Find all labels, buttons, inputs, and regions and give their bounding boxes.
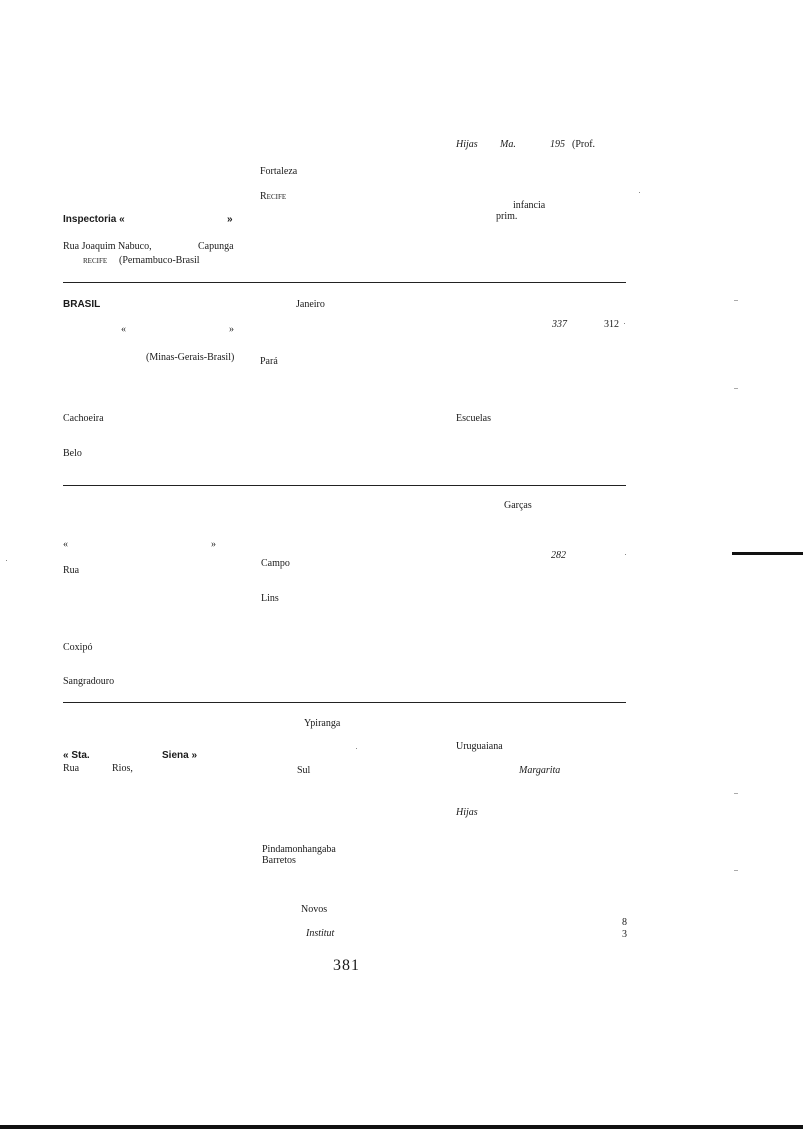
margin-tick — [734, 793, 738, 794]
prim-text: prim. — [496, 211, 518, 222]
number-282: 282 — [551, 550, 566, 561]
cachoeira-text: Cachoeira — [63, 413, 104, 424]
margin-bar — [732, 552, 803, 555]
institut-text: Institut — [306, 928, 335, 939]
belo-text: Belo — [63, 448, 82, 459]
pindamonhangaba-text: Pindamonhangaba — [262, 844, 336, 855]
address-line: Rua Joaquim Nabuco, — [63, 241, 152, 252]
rua-text: Rua — [63, 565, 80, 576]
side-number-8: 8 — [622, 917, 627, 928]
escuelas-text: Escuelas — [456, 413, 491, 424]
garcas-text: Garças — [504, 500, 532, 511]
number-312: 312 — [604, 319, 619, 330]
scan-dot — [6, 560, 7, 561]
inspectoria-title: Inspectoria « — [63, 214, 125, 225]
janeiro-text: Janeiro — [296, 299, 325, 310]
number-337: 337 — [552, 319, 567, 330]
city-recife: recife — [83, 255, 108, 266]
rua-text-4: Rua — [63, 763, 80, 774]
side-number-3: 3 — [622, 929, 627, 940]
siena-heading: Siena » — [162, 750, 198, 761]
barretos-text: Barretos — [262, 855, 296, 866]
bottom-edge-bar — [0, 1125, 803, 1129]
address-capunga: Capunga — [198, 241, 234, 252]
fortaleza-text: Fortaleza — [260, 166, 298, 177]
margin-tick — [734, 388, 738, 389]
rios-text: Rios, — [112, 763, 133, 774]
scan-dot — [625, 554, 626, 555]
quote-close-3: » — [211, 539, 216, 550]
section-divider-1 — [63, 282, 626, 283]
brasil-heading: BRASIL — [63, 299, 101, 310]
infancia-text: infancia — [513, 200, 546, 211]
sta-heading: « Sta. — [63, 750, 90, 761]
hijas-text: Hijas — [456, 139, 478, 150]
ypiranga-text: Ypiranga — [304, 718, 341, 729]
quote-close-2: » — [229, 324, 234, 335]
section-divider-3 — [63, 702, 626, 703]
recife-heading: Recife — [260, 191, 287, 202]
number-195: 195 — [550, 139, 565, 150]
margin-tick — [734, 300, 738, 301]
hijas-text-4: Hijas — [456, 807, 478, 818]
scan-dot — [624, 323, 625, 324]
novos-text: Novos — [301, 904, 328, 915]
quote-open-2: « — [121, 324, 126, 335]
inspectoria-title-close: » — [227, 214, 233, 225]
margarita-text: Margarita — [519, 765, 561, 776]
para-text: Pará — [260, 356, 278, 367]
sul-text: Sul — [297, 765, 311, 776]
quote-open-3: « — [63, 539, 68, 550]
page-number: 381 — [333, 957, 360, 974]
minas-gerais-text: (Minas-Gerais-Brasil) — [146, 352, 235, 363]
prof-text: (Prof. — [572, 139, 596, 150]
margin-tick — [734, 870, 738, 871]
coxipo-text: Coxipó — [63, 642, 93, 653]
scan-dot — [356, 748, 357, 749]
city-suffix: (Pernambuco-Brasil — [119, 255, 200, 266]
lins-text: Lins — [261, 593, 279, 604]
section-divider-2 — [63, 485, 626, 486]
uruguaiana-text: Uruguaiana — [456, 741, 503, 752]
ma-text: Ma. — [500, 139, 516, 150]
campo-text: Campo — [261, 558, 290, 569]
scan-dot — [639, 192, 640, 193]
sangradouro-text: Sangradouro — [63, 676, 115, 687]
